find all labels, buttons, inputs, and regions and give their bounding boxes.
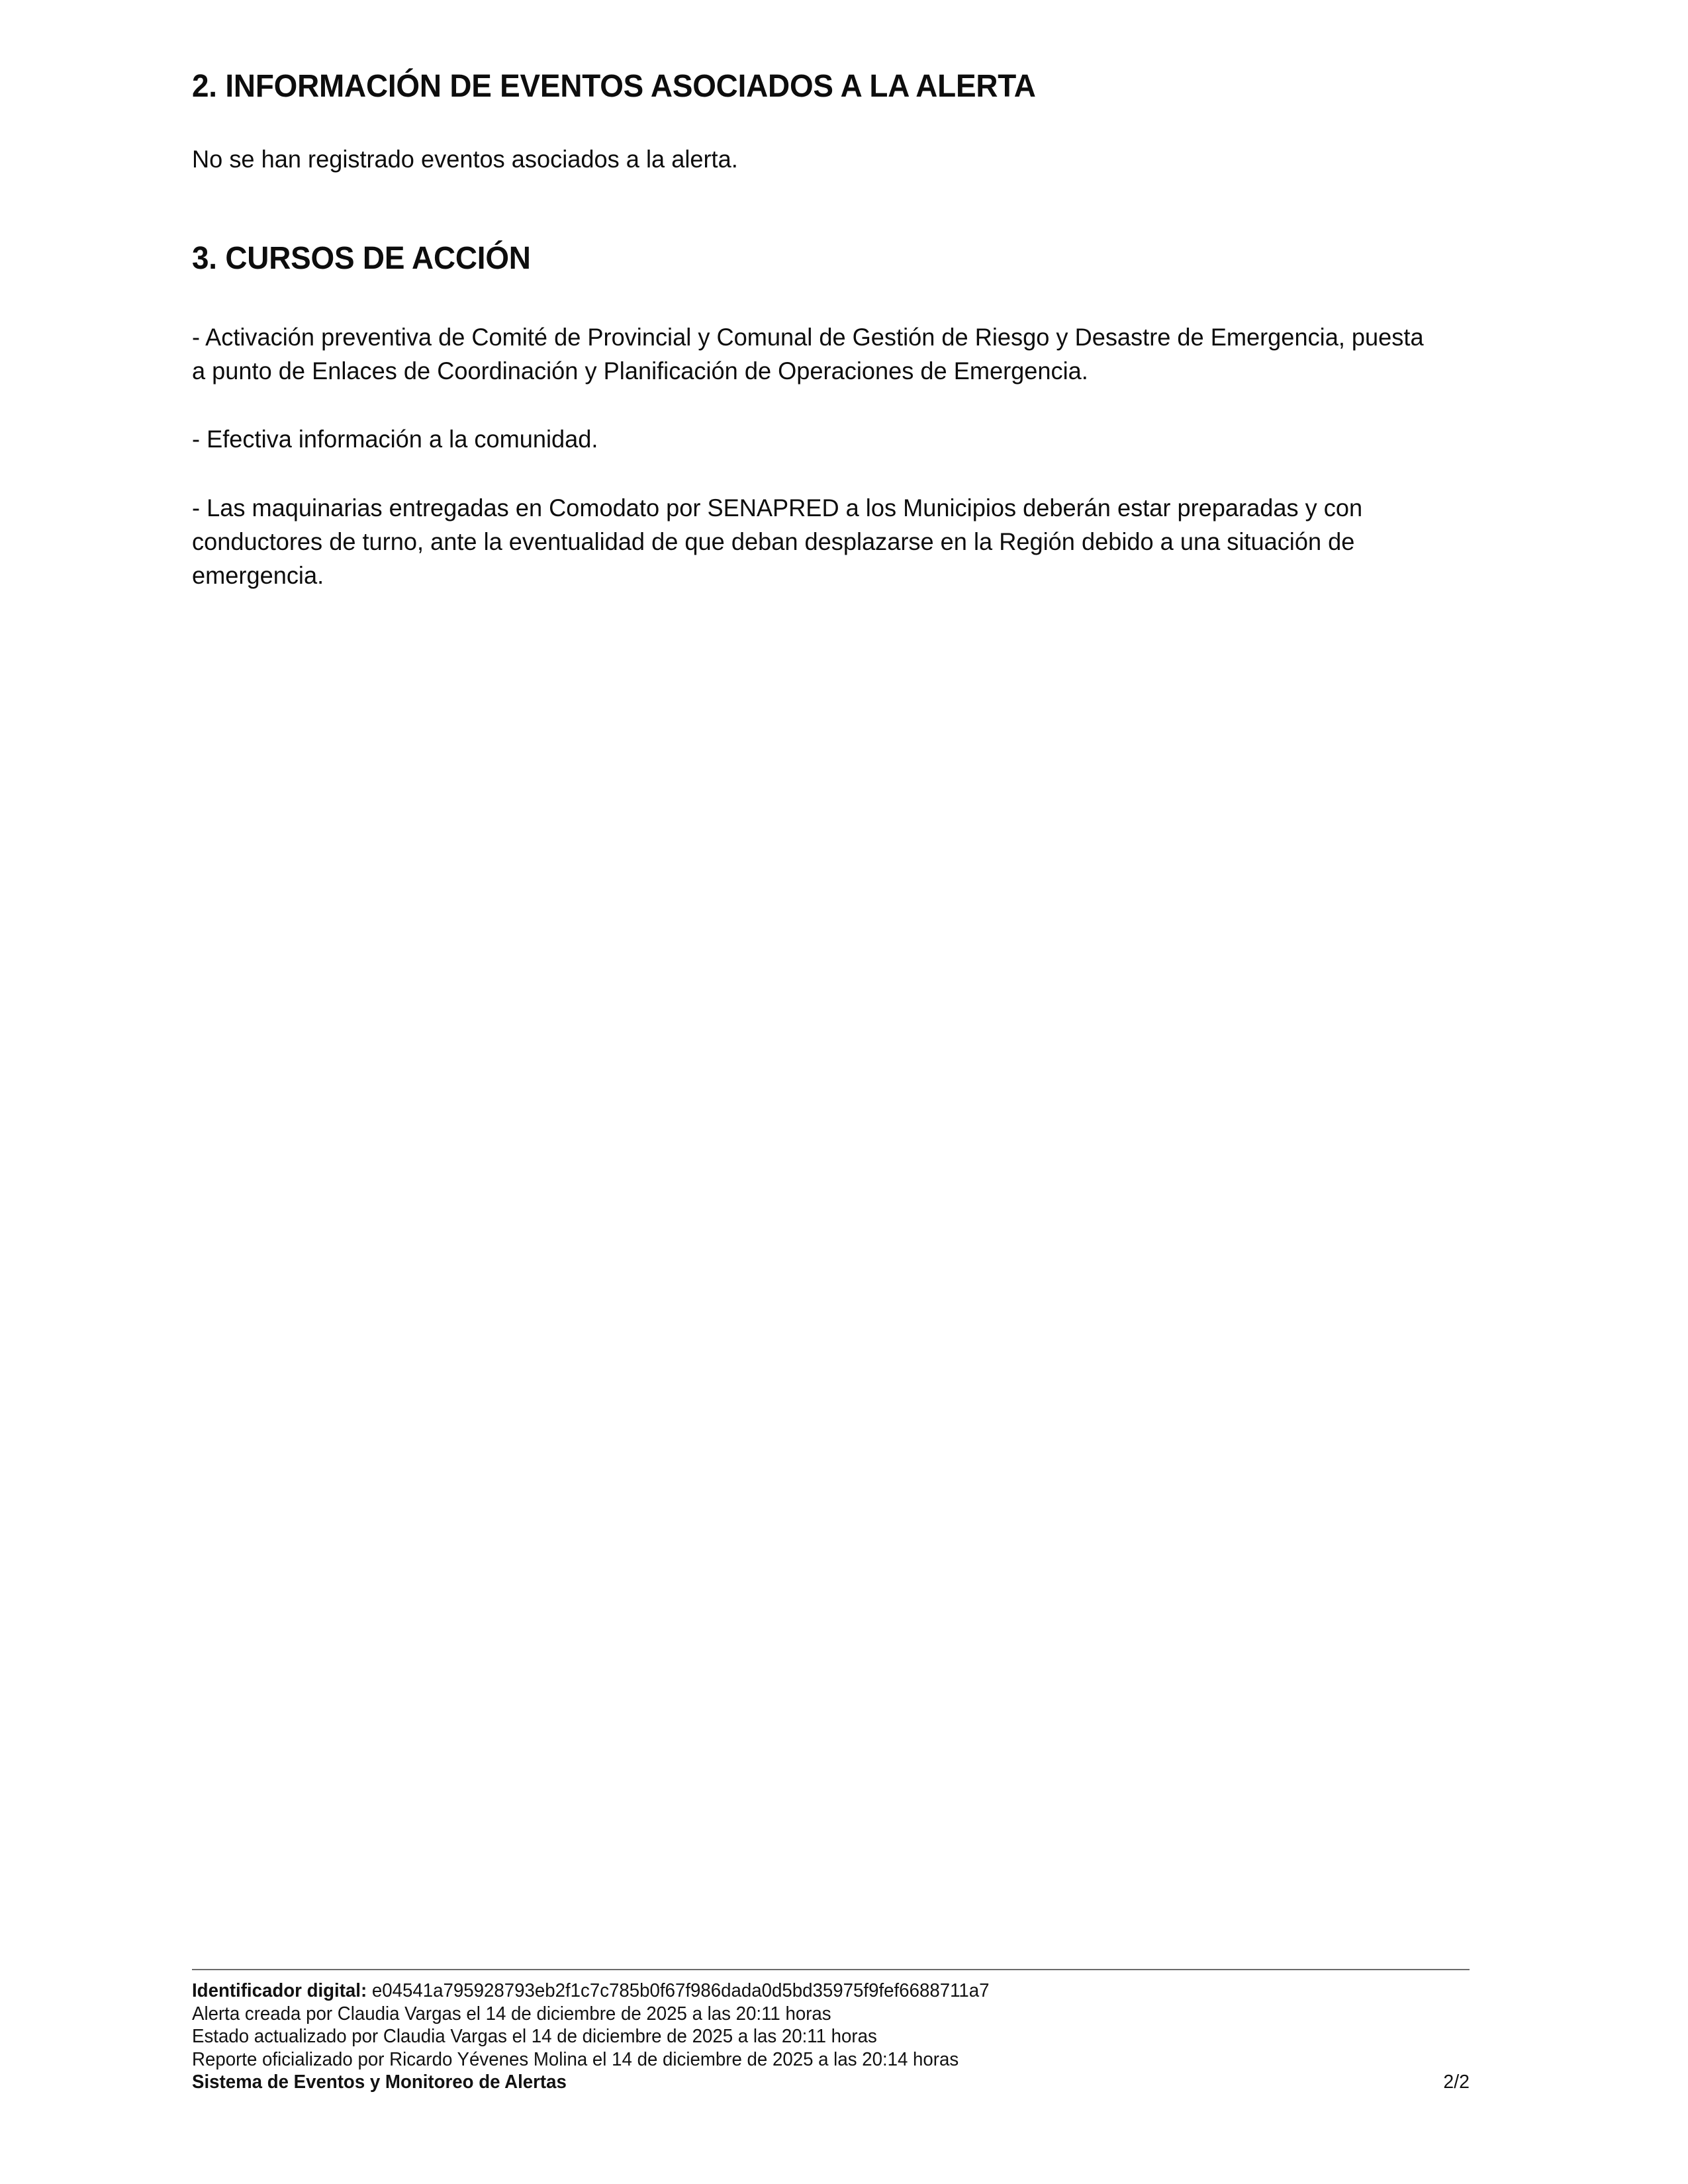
course-of-action-item-2: - Efectiva información a la comunidad. bbox=[192, 425, 598, 453]
course-of-action-item-3: - Las maquinarias entregadas en Comodato por SENAPRED a los Municipios deberán estar preparadas y con conductores de turno, ante la eventualidad de que deban desplazarse en la Región debido a una situación de emergencia. bbox=[192, 494, 1363, 589]
section-body-eventos: No se han registrado eventos asociados a la alerta. bbox=[192, 145, 738, 173]
page-footer bbox=[192, 1969, 1470, 2094]
section-heading-cursos: 3. CURSOS DE ACCIÓN bbox=[192, 241, 531, 276]
section-heading-eventos: 2. INFORMACIÓN DE EVENTOS ASOCIADOS A LA ALERTA bbox=[192, 69, 1036, 104]
footer-created-line: Alerta creada por Claudia Vargas el 14 de diciembre de 2025 a las 20:11 horas bbox=[192, 2003, 831, 2025]
footer-bottom-row bbox=[192, 2071, 1470, 2094]
footer-system-name: Sistema de Eventos y Monitoreo de Alertas bbox=[192, 2071, 567, 2093]
footer-officialized-line: Reporte oficializado por Ricardo Yévenes Molina el 14 de diciembre de 2025 a las 20:14 horas bbox=[192, 2048, 959, 2070]
footer-identifier-label: Identificador digital: bbox=[192, 1980, 367, 2001]
page-number: 2/2 bbox=[1443, 2071, 1470, 2093]
footer-updated-line: Estado actualizado por Claudia Vargas el 14 de diciembre de 2025 a las 20:11 horas bbox=[192, 2026, 877, 2047]
footer-identifier-line bbox=[192, 1979, 1431, 2003]
course-of-action-item-1: - Activación preventiva de Comité de Provincial y Comunal de Gestión de Riesgo y Desastre de Emergencia, puesta a punto de Enlaces de Coordinación y Planificación de Operaciones de Emergencia. bbox=[192, 323, 1424, 385]
footer-divider bbox=[192, 1969, 1470, 1970]
footer-identifier-value: e04541a795928793eb2f1c7c785b0f67f986dada0d5bd35975f9fef6688711a7 bbox=[371, 1980, 990, 2001]
